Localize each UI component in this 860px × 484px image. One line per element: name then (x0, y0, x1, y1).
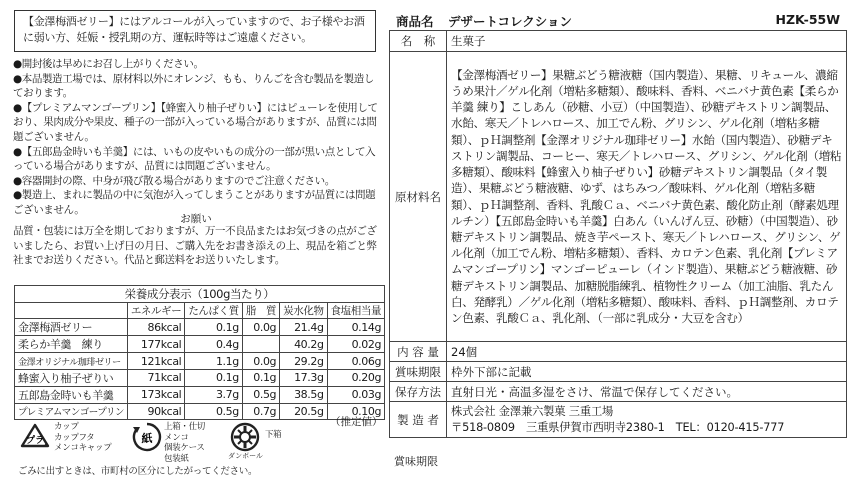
pla-label: カップ (54, 422, 79, 432)
shomi-kigen-label: 賞味期限 (394, 455, 438, 468)
product-name-cell: 金澤梅酒ゼリー (15, 319, 128, 336)
pla-recycle-mark (18, 422, 111, 454)
fat-cell: 0.7g (242, 403, 279, 419)
genryo-label: 原材料名 (390, 52, 447, 342)
kami-label: 上箱・仕切 (164, 422, 206, 432)
kami-label: メンコ (164, 432, 189, 443)
energy-cell: 177kcal (127, 336, 185, 353)
fat-cell: 0.1g (242, 369, 279, 386)
protein-cell: 1.1g (185, 353, 243, 369)
naiyo-value: 24個 (447, 342, 847, 362)
fat-cell: 0.5g (242, 386, 279, 403)
salt-cell: 0.14g (327, 319, 385, 336)
product-name: デザートコレクション (448, 14, 573, 29)
estimate-note: （推定値） (330, 416, 383, 428)
note-item: ●【五郎島金時いも羊羹】には、いもの皮やいもの成分の一部が黒い点として入っている場合がありますが、品質には問題ございません。 (13, 145, 376, 173)
meisho-value: 生菓子 (447, 31, 847, 52)
hozon-label: 保存方法 (390, 382, 447, 402)
product-name-label: 商品名 (396, 14, 434, 29)
nutrition-header: 食塩相当量 (327, 303, 385, 319)
energy-cell: 86kcal (127, 319, 185, 336)
kami-recycle-mark (132, 422, 205, 464)
carb-cell: 29.2g (280, 353, 327, 369)
danboru-label: 下箱 (264, 430, 282, 440)
kami-label: 包装紙 (164, 453, 189, 464)
nutrition-header: 脂 質 (242, 303, 279, 319)
table-row (15, 386, 385, 403)
meisho-label: 名 称 (390, 31, 447, 52)
fat-cell: 0.0g (242, 319, 279, 336)
seizo-label: 製 造 者 (390, 402, 447, 438)
seizo-line2: 〒518-0809 三重県伊賀市西明寺2380-1 TEL：0120-415-777 (451, 420, 785, 434)
salt-cell: 0.02g (327, 336, 385, 353)
protein-cell: 0.1g (185, 319, 243, 336)
carb-cell: 20.5g (280, 403, 327, 419)
salt-cell: 0.10g (327, 403, 385, 419)
disposal-note: ごみに出すときは、市町村の区分にしたがってください。 (18, 466, 258, 477)
salt-cell: 0.03g (327, 386, 385, 403)
note-item: ●製造上、まれに製品の中に気泡が入ってしまうことがありますが品質には問題ございません。 (13, 189, 376, 216)
note-item: ●【プレミアムマンゴープリン】【蜂蜜入り柚子ぜりい】にはピューレを使用しており、果肉成分や果皮、種子の一部が入っている場合がありますが、品質には問題ございません。 (13, 101, 378, 143)
carb-cell: 21.4g (280, 319, 327, 336)
nutrition-header: 炭水化物 (280, 303, 327, 319)
danboru-recycle-mark (228, 422, 281, 460)
table-row (390, 342, 847, 362)
kigen-value: 枠外下部に記載 (447, 362, 847, 382)
nutrition-title: 栄養成分表示（100g当たり） (15, 286, 385, 303)
table-row (390, 362, 847, 382)
kami-recycle-icon (132, 422, 162, 454)
pla-label: メンコキャップ (54, 443, 112, 453)
seizo-line1: 株式会社 金澤兼六製菓 三重工場 (451, 404, 614, 418)
carb-cell: 38.5g (280, 386, 327, 403)
table-row (390, 382, 847, 402)
onegai-title: お願い (180, 213, 212, 225)
energy-cell: 173kcal (127, 386, 185, 403)
onegai-text: 品質・包装には万全を期しておりますが、万一不良品またはお気づきの点がございましたら、お買い上げ日の月日、ご購入先をお書き添えの上、現品を箱ごと弊社までお送りください。代品と郵送料をお送りいたします。 (13, 225, 377, 267)
table-row (390, 52, 847, 342)
note-item: ●容器開封の際、中身が飛び散る場合がありますのでご注意ください。 (13, 174, 335, 187)
table-row (390, 402, 847, 438)
product-name-cell: 蜂蜜入り柚子ぜりい (15, 369, 128, 386)
pla-label: カップフタ (54, 432, 95, 443)
salt-cell: 0.06g (327, 353, 385, 369)
energy-cell: 121kcal (127, 353, 185, 369)
protein-cell: 0.1g (185, 369, 243, 386)
danboru-mark-text: ダンボール (228, 452, 263, 460)
salt-cell: 0.20g (327, 369, 385, 386)
fat-cell: 0.0g (242, 353, 279, 369)
protein-cell: 3.7g (185, 386, 243, 403)
energy-cell: 90kcal (127, 403, 185, 419)
protein-cell: 0.5g (185, 403, 243, 419)
product-header (396, 10, 844, 30)
product-name-cell: プレミアムマンゴープリン (15, 403, 128, 419)
alcohol-notice-text: 【金澤梅酒ゼリー】にはアルコールが入っていますので、お子様やお酒に弱い方、妊娠・授乳期の方、運転時等はご遠慮ください。 (23, 15, 365, 44)
table-row (15, 353, 385, 369)
note-item: ●開封後は早めにお召し上がりください。 (13, 58, 204, 70)
product-code: HZK-55W (775, 12, 840, 27)
product-info-table (389, 30, 847, 438)
nutrition-table (14, 285, 385, 420)
seizo-value (447, 402, 847, 438)
naiyo-label: 内 容 量 (390, 342, 447, 362)
danboru-icon (230, 422, 260, 452)
kami-label: 個装ケース (164, 443, 205, 453)
caution-notes (13, 57, 379, 218)
table-row (15, 369, 385, 386)
product-name-cell: 五郎島金時いも羊羹 (15, 386, 128, 403)
kigen-label: 賞味期限 (390, 362, 447, 382)
nutrition-header: エネルギー (127, 303, 185, 319)
table-row (15, 336, 385, 353)
table-row (15, 319, 385, 336)
alcohol-notice-box (14, 10, 376, 52)
hozon-value: 直射日光・高温多湿をさけ、常温で保存してください。 (447, 382, 847, 402)
nutrition-header: たんぱく質 (185, 303, 243, 319)
fat-cell (242, 336, 279, 353)
product-name-cell: 柔らか羊羹 練り (15, 336, 128, 353)
danboru-icon-wrap (228, 422, 263, 460)
table-row (390, 31, 847, 52)
carb-cell: 40.2g (280, 336, 327, 353)
product-name-cell: 金澤オリジナル珈琲ゼリー (15, 353, 128, 369)
carb-cell: 17.3g (280, 369, 327, 386)
note-item: ●本品製造工場では、原材料以外にオレンジ、もも、りんごを含む製品を製造しております。 (13, 72, 374, 100)
nutrition-header-blank (15, 303, 128, 319)
protein-cell: 0.4g (185, 336, 243, 353)
pla-recycle-icon (18, 422, 52, 452)
genryo-value: 【金澤梅酒ゼリー】果糖ぶどう糖液糖（国内製造）、果糖、リキュール、濃縮うめ果汁／ゲル化剤（増粘多糖類）、酸味料、香料、ベニバナ黄色素【柔らか羊羹 練り】こしあん（砂糖、小豆）（中国製造）、砂糖デキストリン調製品、水飴、寒天／トレハロース、加工でん粉、グリシン、ゲル化剤（増粘多糖類）、ｐＨ調整剤【金澤オリジナル珈琲ゼリー】水飴（国内製造）、砂糖デキストリン調製品、コーヒー、寒天／トレハロース、グリシン、ゲル化剤（増粘多糖類）、酸味料【蜂蜜入り柚子ぜりい】砂糖デキストリン調製品（タイ製造）、果糖ぶどう糖液糖、ゆず、はちみつ／酸味料、ゲル化剤（増粘多糖類）、ｐＨ調整剤、香料、乳酸Ｃａ、ベニバナ黄色素、酸化防止剤（酵素処理ルチン）【五郎島金時いも羊羹】白あん（いんげん豆、砂糖）（中国製造）、砂糖デキストリン調製品、焼き芋ペースト、寒天／トレハロース、グリシン、ゲル化剤（加工でん粉、増粘多糖類）、香料、カロテン色素、乳化剤【プレミアムマンゴープリン】マンゴーピューレ（インド製造）、果糖ぶどう糖液糖、砂糖デキストリン調製品、加糖脱脂練乳、植物性クリーム（加工油脂、乳たん白、発酵乳）／ゲル化剤（増粘多糖類）、酸味料、香料、ｐＨ調整剤、カロテン色素、乳酸Ｃａ、乳化剤、（一部に乳成分・大豆を含む） (447, 52, 847, 342)
energy-cell: 71kcal (127, 369, 185, 386)
kami-mark-text: 紙 (141, 432, 153, 445)
pla-mark-text: プラ (25, 436, 45, 446)
